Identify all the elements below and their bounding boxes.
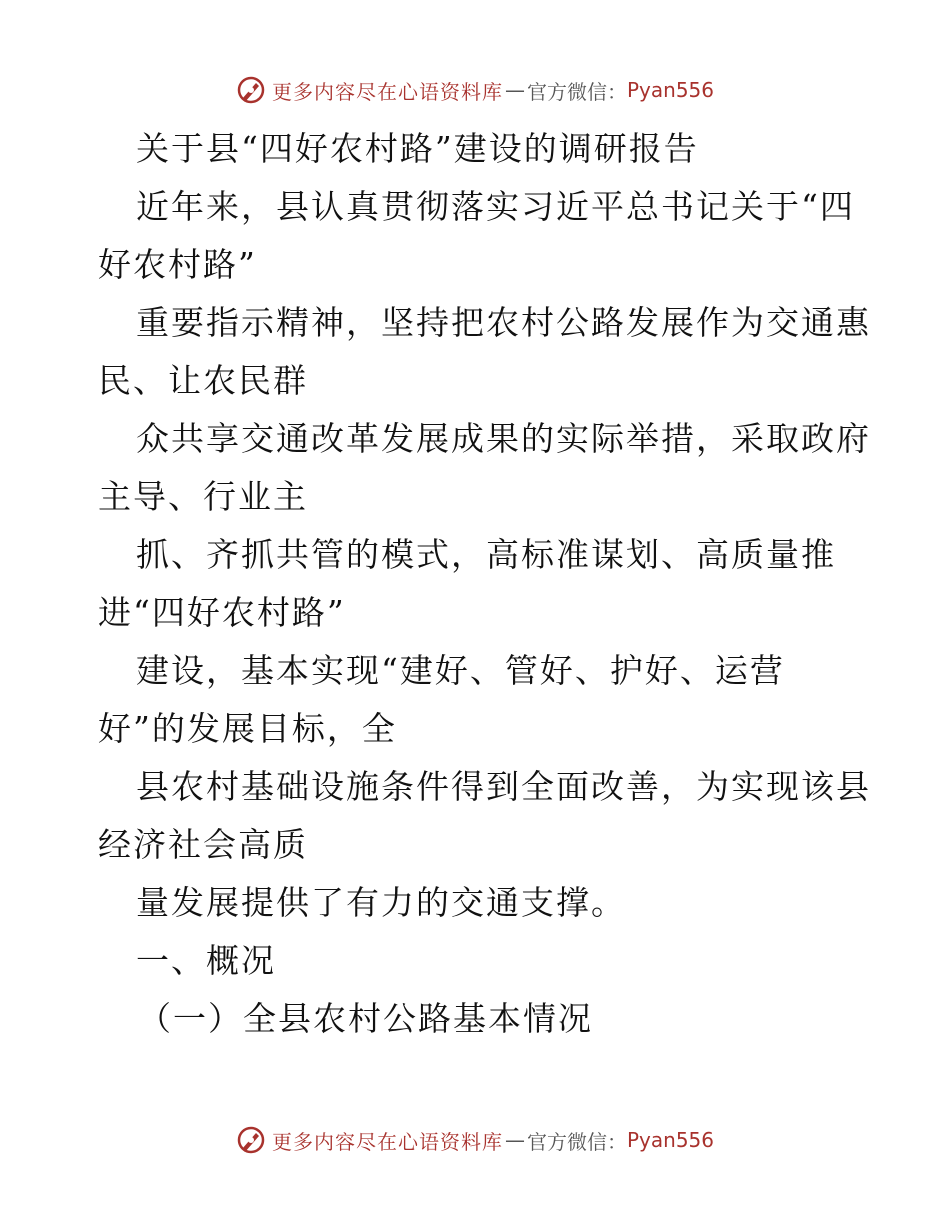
banner-separator: — [504,1128,525,1152]
body-line: 经济社会高质 [98,825,308,864]
document-title: 关于县“四好农村路”建设的调研报告 [136,129,699,168]
banner-text: 更多内容尽在心语资料库 [271,79,503,104]
body-line: 好”的发展目标，全 [98,709,397,748]
body-line: 建设，基本实现“建好、管好、护好、运营 [136,651,785,690]
body-line: 进“四好农村路” [98,593,346,632]
section-heading: 一、概况 [136,941,276,980]
pen-logo-icon [236,1125,266,1155]
body-line: 近年来，县认真贯彻落实习近平总书记关于“四 [136,187,855,226]
body-line: 好农村路” [98,245,257,284]
body-line: 民、让农民群 [98,361,308,400]
body-line: 抓、齐抓共管的模式，高标准谋划、高质量推 [136,535,836,574]
banner-handle: Pyan556 [626,78,714,102]
banner-separator: — [504,78,525,102]
pen-logo-icon [236,75,266,105]
subsection-heading: （一）全县农村公路基本情况 [138,999,593,1038]
document-body [98,120,871,1048]
body-line: 主导、行业主 [98,477,308,516]
body-line: 众共享交通改革发展成果的实际举措，采取政府 [136,419,871,458]
footer-banner [0,1120,950,1160]
body-line: 县农村基础设施条件得到全面改善，为实现该县 [136,767,871,806]
body-line: 量发展提供了有力的交通支撑。 [136,883,626,922]
body-line: 重要指示精神，坚持把农村公路发展作为交通惠 [136,303,871,342]
banner-suffix: 官方微信： [526,1129,627,1154]
banner-suffix: 官方微信： [526,79,627,104]
header-banner [0,70,950,110]
banner-handle: Pyan556 [626,1128,714,1152]
banner-text: 更多内容尽在心语资料库 [271,1129,503,1154]
